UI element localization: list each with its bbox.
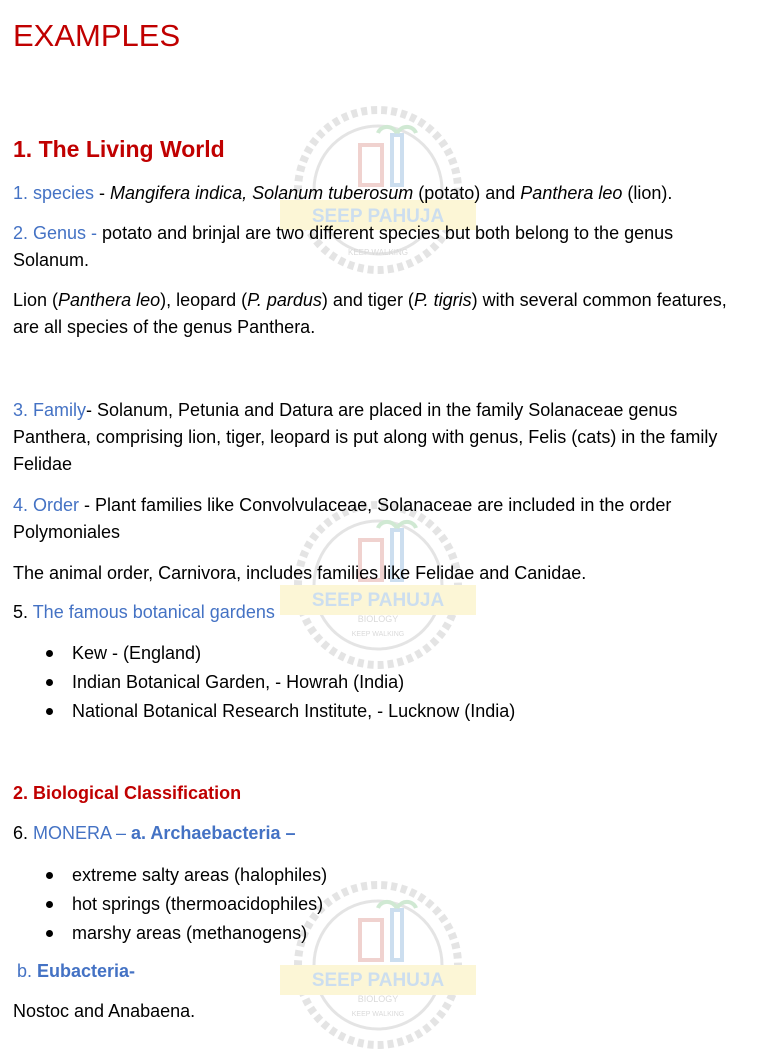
list-item — [13, 861, 327, 890]
list-item-text: National Botanical Research Institute, - Lucknow (India) — [72, 701, 516, 721]
bullet-icon — [46, 872, 53, 879]
family-paragraph — [13, 397, 748, 478]
species-names: Mangifera indica, Solanum tuberosum — [110, 183, 414, 203]
archaebacteria-label: a. Archaebacteria – — [131, 823, 296, 843]
genus-paragraph — [13, 220, 748, 274]
list-item — [13, 919, 327, 948]
species-text2: (lion). — [622, 183, 673, 203]
family-label: 3. Family — [13, 400, 87, 420]
bullet-icon — [46, 650, 53, 657]
lion-name-1: Panthera leo — [58, 290, 161, 310]
monera-label: MONERA – — [33, 823, 132, 843]
eubacteria-label: Eubacteria- — [32, 961, 136, 981]
lion-name-3: P. tigris — [413, 290, 472, 310]
watermark-name: SEEP PAHUJA — [311, 970, 445, 991]
watermark-subtitle: BIOLOGY — [357, 614, 399, 624]
lion-text-3: ) and tiger ( — [321, 290, 414, 310]
bullet-icon — [46, 901, 53, 908]
species-dash: - — [94, 183, 111, 203]
species-text1: (potato) and — [413, 183, 521, 203]
eubacteria-letter: b. — [17, 961, 33, 981]
gardens-number: 5. — [13, 602, 33, 622]
watermark-tagline: KEEP WALKING — [351, 631, 405, 638]
watermark-name: SEEP PAHUJA — [311, 206, 445, 227]
family-text: - Solanum, Petunia and Datura are placed in the family Solanaceae genus Panthera, comprising lion, tiger, leopard is put along with genus, Felis (cats) in the family Felidae — [13, 400, 718, 474]
gardens-list — [13, 639, 515, 726]
nostoc-paragraph: Nostoc and Anabaena. — [13, 1001, 196, 1021]
animal-order-paragraph: The animal order, Carnivora, includes families like Felidae and Canidae. — [13, 563, 587, 583]
order-label: 4. Order — [13, 495, 80, 515]
list-item-text: marshy areas (methanogens) — [72, 923, 308, 943]
archaebacteria-list — [13, 861, 327, 948]
gardens-heading — [13, 599, 748, 626]
order-paragraph — [13, 492, 748, 546]
species-paragraph — [13, 180, 748, 207]
species-label: 1. species — [13, 183, 95, 203]
list-item — [13, 639, 515, 668]
section2-title: 2. Biological Classification — [13, 783, 242, 803]
list-item — [13, 697, 515, 726]
genus-text: potato and brinjal are two different species but both belong to the genus Solanum. — [13, 223, 674, 270]
list-item-text: Indian Botanical Garden, - Howrah (India) — [72, 672, 405, 692]
lion-text-2: ), leopard ( — [160, 290, 248, 310]
watermark-subtitle: BIOLOGY — [357, 994, 399, 1004]
species-name-lion: Panthera leo — [520, 183, 623, 203]
monera-number: 6. — [13, 823, 34, 843]
bullet-icon — [46, 679, 53, 686]
list-item — [13, 890, 327, 919]
section1-title: 1. The Living World — [13, 136, 225, 162]
monera-heading — [13, 820, 748, 847]
bullet-icon — [46, 708, 53, 715]
list-item-text: Kew - (England) — [72, 643, 202, 663]
lion-paragraph — [13, 287, 748, 341]
eubacteria-heading — [17, 958, 748, 985]
genus-label: 2. Genus - — [13, 223, 98, 243]
list-item-text: hot springs (thermoacidophiles) — [72, 894, 324, 914]
page-heading: EXAMPLES — [13, 18, 181, 53]
watermark-name: SEEP PAHUJA — [311, 590, 445, 611]
list-item-text: extreme salty areas (halophiles) — [72, 865, 328, 885]
lion-text-4: ) with several common features, are all species of the genus Panthera. — [13, 290, 727, 337]
list-item — [13, 668, 515, 697]
lion-name-2: P. pardus — [247, 290, 322, 310]
bullet-icon — [46, 930, 53, 937]
watermark-tagline: KEEP WALKING — [347, 248, 409, 257]
watermark-tagline: KEEP WALKING — [351, 1011, 405, 1018]
lion-text-1: Lion ( — [13, 290, 59, 310]
gardens-label: The famous botanical gardens — [32, 602, 275, 622]
order-text: - Plant families like Convolvulaceae, Solanaceae are included in the order Polymoniales — [13, 495, 672, 542]
